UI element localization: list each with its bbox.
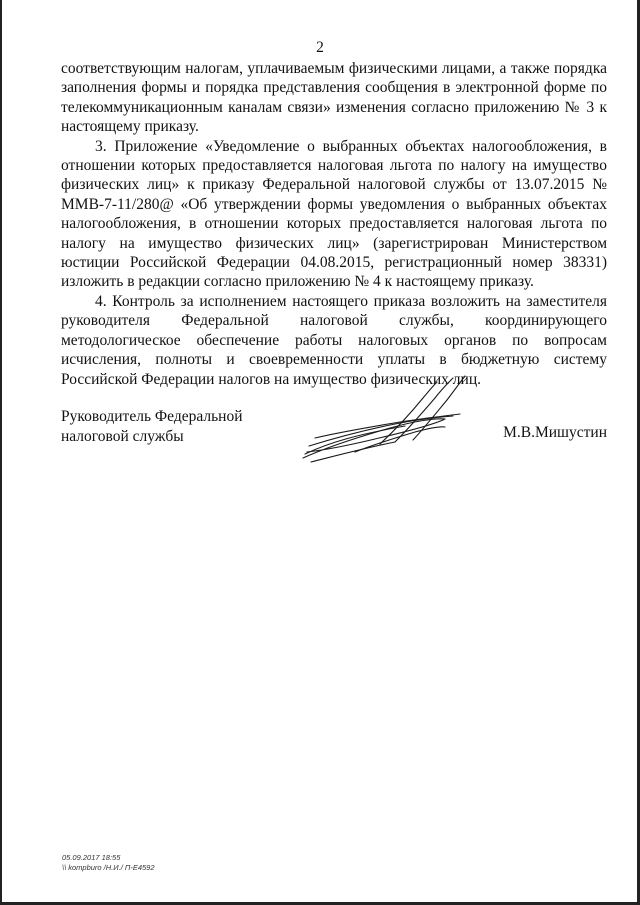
- paragraph-item-4: 4. Контроль за исполнением настоящего приказа возложить на заместителя руководителя Федеральной налоговой службы, координирующего методологическое обеспечение работы налоговых органов по вопросам исчисления, полноты и своевременности уплаты в бюджетную систему Российской Федерации налогов на имущество физических лиц.: [61, 292, 607, 388]
- signer-title: [61, 407, 301, 446]
- document-footer: [62, 853, 155, 873]
- footer-reference: \\ kompburo /Н.И./ П-Е4592: [62, 863, 155, 872]
- paragraph-continuation: соответствующим налогам, уплачиваемым физическими лицами, а также порядка заполнения формы и порядка представления сообщения в электронной форме по телекоммуникационным каналам связи» изменения согласно приложению № 3 к настоящему приказу.: [61, 60, 607, 136]
- signer-title-line: налоговой службы: [61, 427, 184, 445]
- signer-title-line: Руководитель Федеральной: [61, 408, 243, 425]
- handwritten-signature: [295, 372, 475, 467]
- scan-edge-left: [0, 0, 2, 905]
- signer-name: М.В.Мишустин: [503, 424, 607, 441]
- document-body: [61, 59, 607, 389]
- page-number: 2: [316, 39, 324, 56]
- paragraph-item-3: 3. Приложение «Уведомление о выбранных объектах налогообложения, в отношении которых предоставляется налоговая льгота по налогу на имущество физических лиц» к приказу Федеральной налоговой службы от 13.07.2015 № ММВ-7-11/280@ «Об утверждении формы уведомления о выбранных объектах налогообложения, в отношении которых предоставляется налоговая льгота по налогу на имущество физических лиц» (зарегистрирован Министерством юстиции Российской Федерации 04.08.2015, регистрационный номер 38331) изложить в редакции согласно приложению № 4 к настоящему приказу.: [61, 137, 607, 291]
- footer-timestamp: 05.09.2017 18:55: [62, 853, 121, 862]
